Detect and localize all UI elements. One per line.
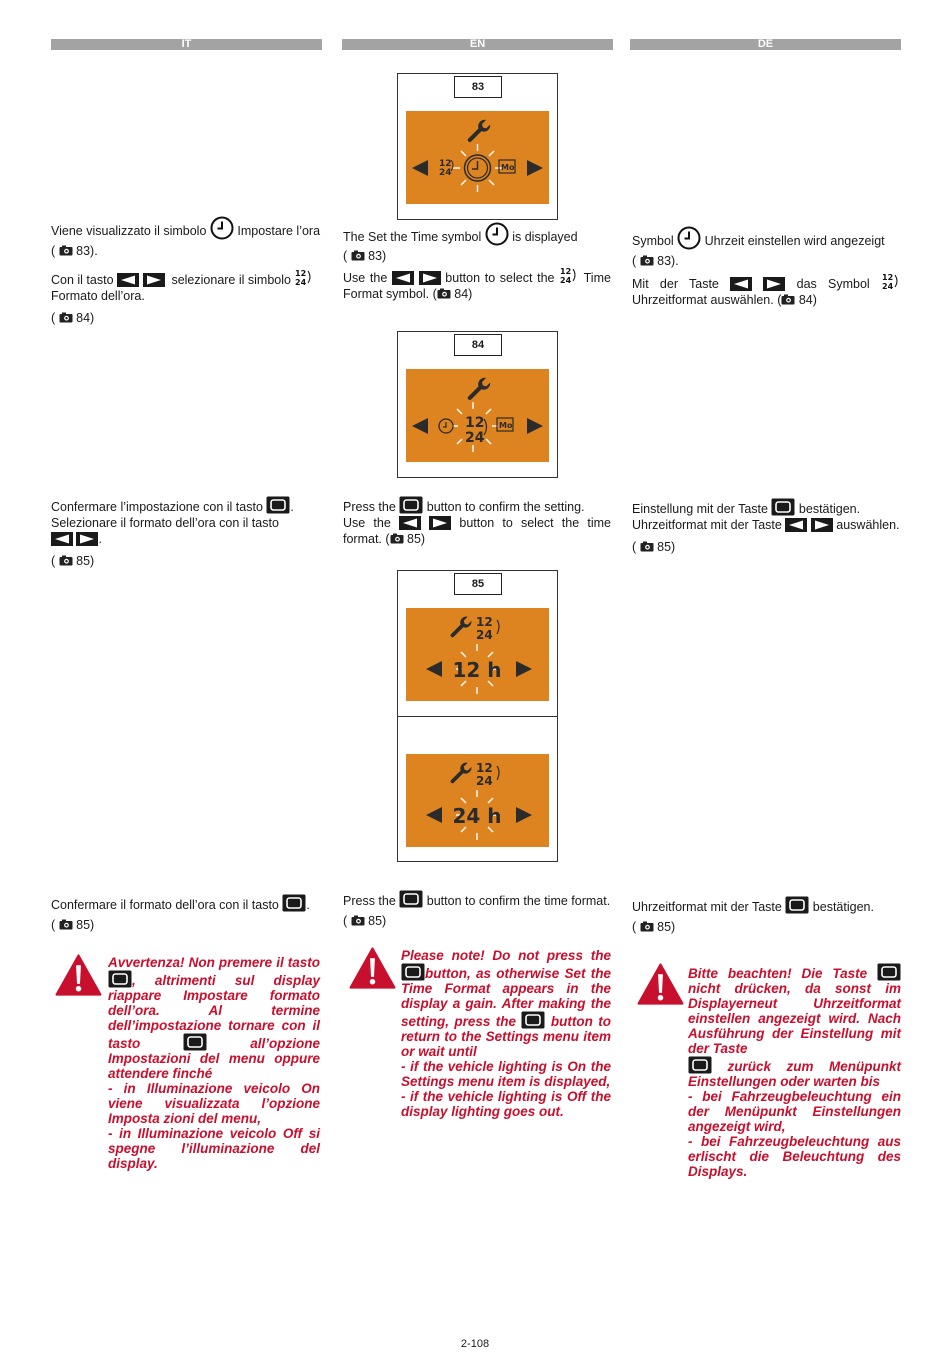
arrow-right-icon (516, 807, 532, 823)
ok-button-icon (108, 970, 132, 988)
format-24-label: 24 (476, 774, 493, 788)
right-button-icon (419, 271, 441, 285)
format-value: 24 h (452, 804, 502, 828)
lcd-graphic (406, 369, 549, 462)
ok-button-icon (688, 1056, 712, 1074)
time-format-icon (881, 272, 901, 292)
camera-icon (351, 915, 365, 926)
en-block-3: Press the button to confirm the time format. ( 85) (343, 890, 613, 929)
lcd-screen-24h (406, 754, 549, 847)
lcd-graphic (406, 111, 549, 204)
warning-icon (637, 962, 684, 1006)
format-12-label: 12 (465, 415, 485, 431)
de-block-3: Uhrzeitformat mit der Taste bestätigen. ( 85) (632, 896, 901, 935)
format-24-label: 24 (465, 430, 485, 446)
format-value: 12 h (452, 658, 502, 682)
right-button-icon (429, 516, 451, 530)
figure-83 (397, 73, 558, 220)
ok-button-icon (771, 498, 795, 516)
day-label: Mo (499, 421, 513, 430)
day-label: Mo (501, 163, 515, 172)
svg-text:12: 12 (295, 269, 307, 278)
time-format-icon (294, 268, 314, 288)
arrow-right-icon (527, 160, 543, 176)
format-12-label: 12 (439, 159, 452, 169)
left-button-icon (730, 277, 752, 291)
svg-text:24: 24 (295, 278, 307, 287)
ok-button-icon (266, 496, 290, 514)
arrow-left-icon (412, 418, 428, 434)
left-button-icon (785, 518, 807, 532)
camera-icon (390, 533, 404, 544)
camera-icon (351, 250, 365, 261)
header-de: DE (630, 39, 901, 50)
left-button-icon (392, 271, 414, 285)
lcd-screen (406, 369, 549, 462)
camera-icon (781, 294, 795, 305)
ok-button-icon (183, 1033, 207, 1051)
arrow-left-icon (426, 661, 442, 677)
right-button-icon (76, 532, 98, 546)
camera-icon (640, 541, 654, 552)
camera-icon (640, 921, 654, 932)
ok-button-icon (282, 894, 306, 912)
lcd-graphic (406, 754, 549, 847)
ok-button-icon (521, 1011, 545, 1029)
it-block-2: Con il tasto selezionare il simbolo 12 24 Formato dell’ora. ( 84) (51, 268, 322, 326)
svg-text:24: 24 (881, 282, 894, 291)
format-24-label: 24 (439, 168, 452, 178)
en-block-2: Press the button to confirm the setting. Use the button to select the time format. ( 85) (343, 496, 611, 547)
de-block-1: Symbol Uhrzeit einstellen wird angezeigt ( 83). Mit der Taste das Symbol 12 24 Uhrzeitformat auswählen. ( 84) (632, 226, 901, 308)
format-12-label: 12 (476, 761, 493, 775)
page-number: 2-108 (460, 1338, 490, 1350)
camera-icon (59, 919, 73, 930)
clock-icon (210, 216, 234, 240)
warning-icon (55, 953, 102, 997)
wrench-icon (451, 763, 472, 784)
left-button-icon (399, 516, 421, 530)
header-en: EN (342, 39, 613, 50)
camera-icon (640, 255, 654, 266)
left-button-icon (117, 273, 139, 287)
ok-button-icon (401, 963, 425, 981)
figure-number: 85 (454, 573, 502, 595)
right-button-icon (143, 273, 165, 287)
wrench-icon (468, 120, 490, 142)
en-warning: Please note! Do not press the button, as otherwise Set the Time Format appears in the display a gain. After making the setting, press the button to return to the Settings menu item or wait until - if the vehicle lighting is On the Settings menu item is displayed, - if the vehicle lighting is Off the display lighting goes out. (401, 948, 611, 1119)
ok-button-icon (399, 890, 423, 908)
figure-85 (397, 570, 558, 862)
svg-text:12: 12 (560, 267, 572, 276)
lcd-graphic (406, 608, 549, 701)
time-format-icon (559, 266, 579, 286)
arrow-right-icon (516, 661, 532, 677)
de-warning: Bitte beachten! Die Taste nicht drücken, da sonst im Displayerneut Uhrzeitformat einstellen angezeigt wird. Nach Ausführung der Einstellung mit der Taste zurück zum Menüpunkt Einstellungen oder warten bis - bei Fahrzeugbeleuchtung ein der Menüpunkt Einstellungen angezeigt wird, - bei Fahrzeugbeleuchtung aus erlischt die Beleuchtung des Displays. (688, 963, 901, 1179)
figure-number: 84 (454, 334, 502, 356)
svg-text:12: 12 (881, 273, 894, 282)
right-button-icon (763, 277, 785, 291)
right-button-icon (811, 518, 833, 532)
warning-icon (349, 946, 396, 990)
ok-button-icon (785, 896, 809, 914)
figure-84 (397, 331, 558, 478)
figure-number: 83 (454, 76, 502, 98)
it-block-1: Viene visualizzato il simbolo Impostare l’ora ( 83). (51, 216, 322, 259)
panel-divider (398, 716, 557, 717)
en-block-1: The Set the Time symbol is displayed ( 83) Use the button to select the 12 24 Time Format symbol. ( 84) (343, 222, 611, 302)
wrench-icon (468, 378, 490, 400)
clock-icon (485, 222, 509, 246)
camera-icon (59, 555, 73, 566)
lcd-screen-12h (406, 608, 549, 701)
arrow-left-icon (426, 807, 442, 823)
left-button-icon (51, 532, 73, 546)
format-24-label: 24 (476, 628, 493, 642)
ok-button-icon (877, 963, 901, 981)
format-12-label: 12 (476, 615, 493, 629)
header-it: IT (51, 39, 322, 50)
camera-icon (59, 312, 73, 323)
arrow-right-icon (527, 418, 543, 434)
de-block-2: Einstellung mit der Taste bestätigen. Uhrzeitformat mit der Taste auswählen. ( 85) (632, 498, 901, 555)
lcd-screen (406, 111, 549, 204)
camera-icon (437, 288, 451, 299)
it-block-3: Confermare l’impostazione con il tasto . Selezionare il formato dell’ora con il tasto . ( 85) (51, 496, 322, 569)
it-block-4: Confermare il formato dell’ora con il tasto . ( 85) (51, 894, 322, 933)
clock-icon (677, 226, 701, 250)
it-warning: Avvertenza! Non premere il tasto , altrimenti sul display riappare Impostare formato dell’ora. Al termine dell’impostazione tornare con il tasto all’opzione Impostazioni del menu oppure attendere finché - in Illuminazione veicolo On viene visualizzata l’opzione Imposta zioni del menu, - in Illuminazione veicolo Off si spegne l’illuminazione del display. (108, 955, 320, 1171)
arrow-left-icon (412, 160, 428, 176)
wrench-icon (451, 617, 472, 638)
camera-icon (59, 245, 73, 256)
ok-button-icon (399, 496, 423, 514)
svg-text:24: 24 (560, 276, 572, 285)
